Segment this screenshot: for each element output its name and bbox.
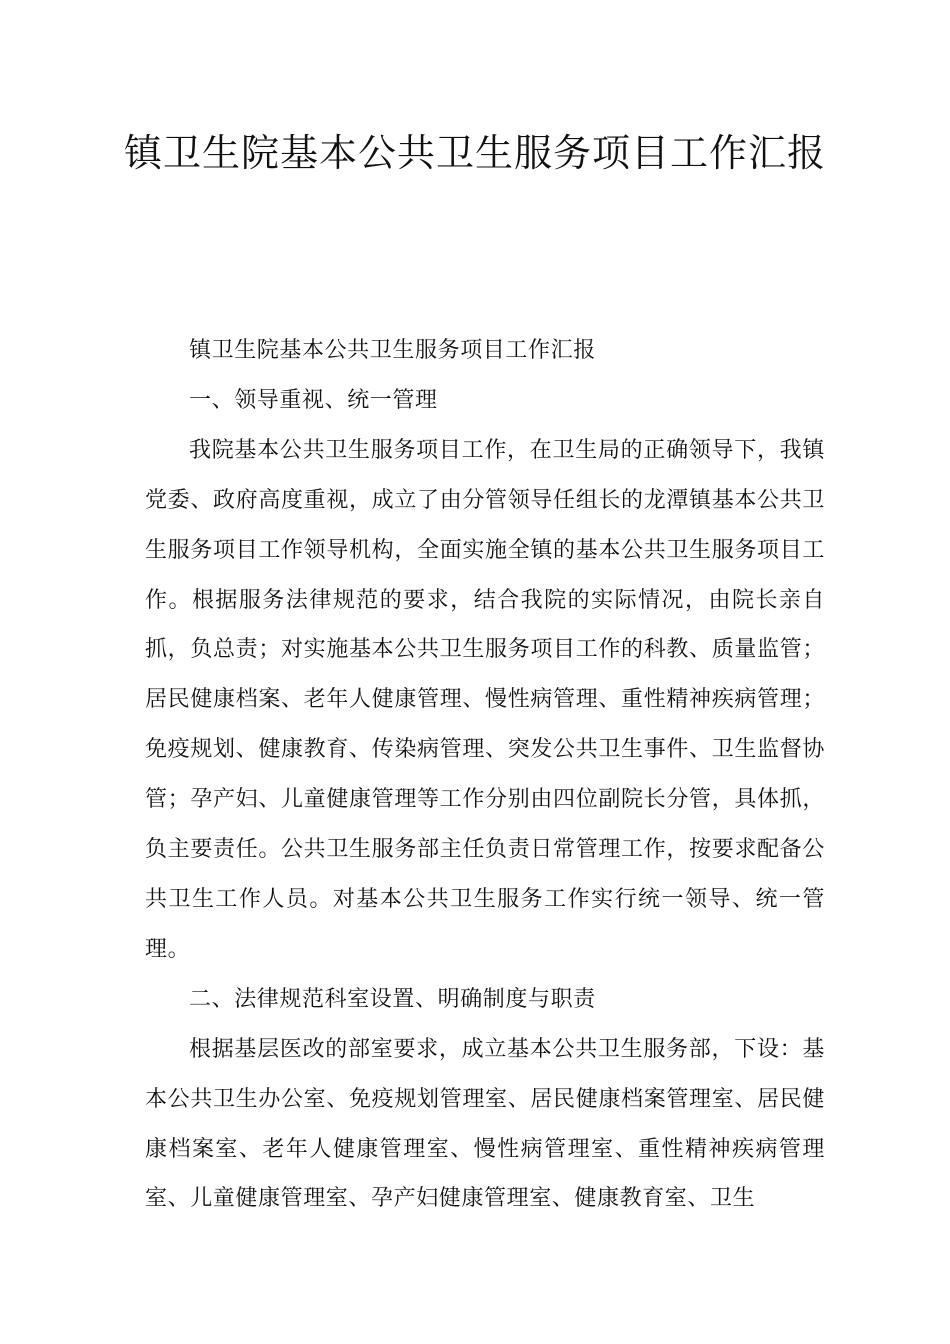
- document-title: 镇卫生院基本公共卫生服务项目工作汇报: [123, 131, 826, 175]
- body-heading: 镇卫生院基本公共卫生服务项目工作汇报: [189, 338, 596, 363]
- section-heading-2: 二、法律规范科室设置、明确制度与职责: [189, 986, 596, 1012]
- section-heading-1: 一、领导重视、统一管理: [189, 387, 438, 413]
- document-body: [145, 326, 825, 1224]
- body-paragraph-1: 我院基本公共卫生服务项目工作，在卫生局的正确领导下，我镇党委、政府高度重视，成立了由分管领导任组长的龙潭镇基本公共卫生服务项目工作领导机构，全面实施全镇的基本公共卫生服务项目工作。根据服务法律规范的要求，结合我院的实际情况，由院长亲自抓，负总责；对实施基本公共卫生服务项目工作的科教、质量监管；居民健康档案、老年人健康管理、慢性病管理、重性精神疾病管理；免疫规划、健康教育、传染病管理、突发公共卫生事件、卫生监督协管；孕产妇、儿童健康管理等工作分别由四位副院长分管，具体抓，负主要责任。公共卫生服务部主任负责日常管理工作，按要求配备公共卫生工作人员。对基本公共卫生服务工作实行统一领导、统一管理。: [145, 437, 825, 962]
- body-paragraph-2: 根据基层医改的部室要求，成立基本公共卫生服务部，下设：基本公共卫生办公室、免疫规划管理室、居民健康档案管理室、居民健康档案室、老年人健康管理室、慢性病管理室、重性精神疾病管理室、儿童健康管理室、孕产妇健康管理室、健康教育室、卫生: [145, 1036, 825, 1212]
